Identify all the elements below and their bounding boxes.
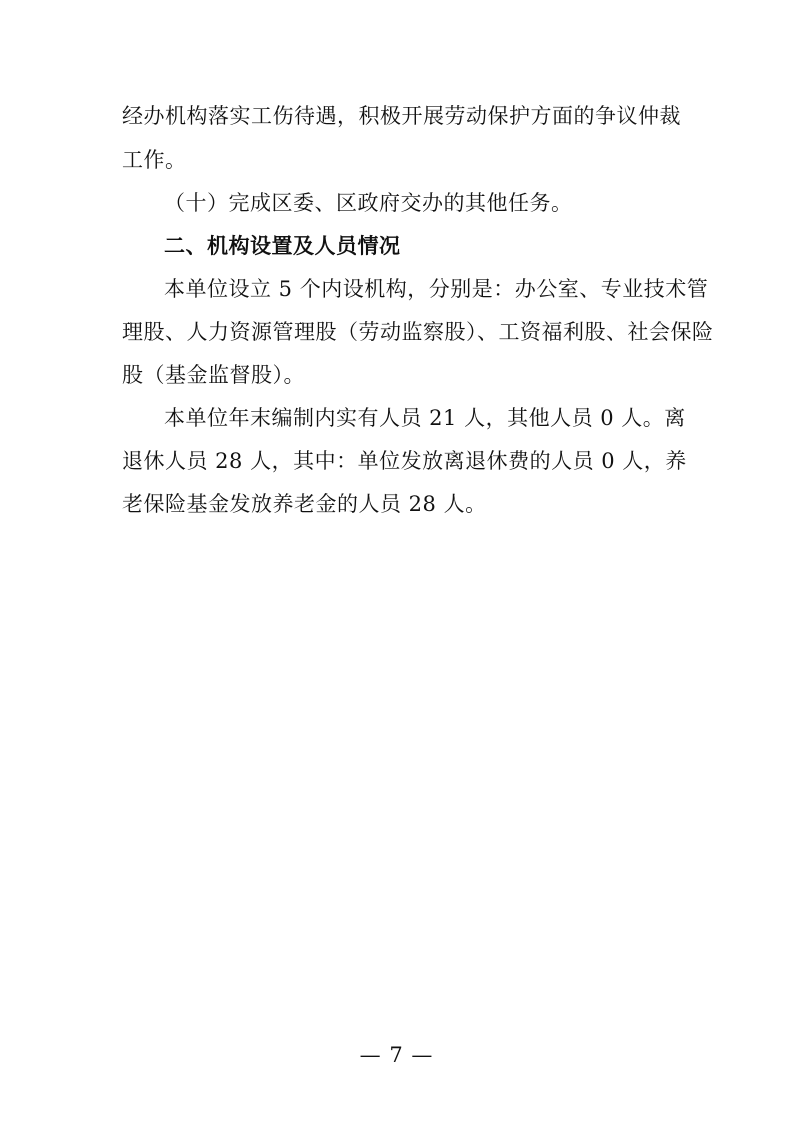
paragraph-4-line-2: 退休人员 28 人，其中：单位发放离退休费的人员 0 人，养 xyxy=(122,449,687,473)
paragraph-3-line-1: 本单位设立 5 个内设机构，分别是：办公室、专业技术管 xyxy=(164,277,709,301)
paragraph-3-line-2: 理股、人力资源管理股（劳动监察股）、工资福利股、社会保险 xyxy=(122,320,714,344)
paragraph-1-line-1: 经办机构落实工伤待遇，积极开展劳动保护方面的争议仲裁 xyxy=(122,104,681,128)
paragraph-4-line-3: 老保险基金发放养老金的人员 28 人。 xyxy=(122,492,487,516)
paragraph-1-line-2: 工作。 xyxy=(122,148,187,172)
section-heading: 二、机构设置及人员情况 xyxy=(164,234,401,258)
paragraph-3-line-3: 股（基金监督股）。 xyxy=(122,363,305,387)
page-number: — 7 — xyxy=(359,1043,434,1067)
paragraph-4-line-1: 本单位年末编制内实有人员 21 人，其他人员 0 人。离 xyxy=(164,406,686,430)
paragraph-2-line-1: （十）完成区委、区政府交办的其他任务。 xyxy=(164,191,573,215)
